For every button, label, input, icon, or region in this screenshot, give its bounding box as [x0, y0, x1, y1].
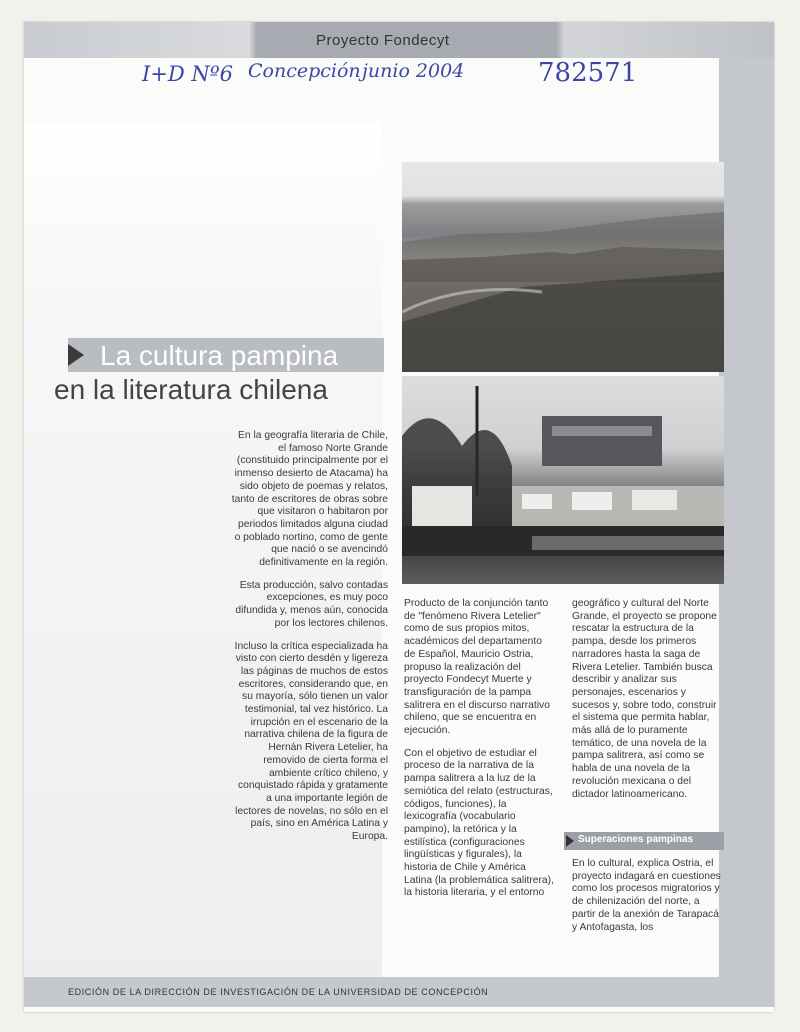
pampa-town-photo — [402, 376, 724, 584]
right-margin-band — [719, 58, 774, 998]
paragraph: Con el objetivo de estudiar el proceso de la narrativa de la pampa salitrera a la luz de la semiótica del relato (estructuras, códigos, funciones), la lexicografía (vocabulario pampino), la retórica y la estilística (configuraciones lingüísticas y figurales), la historia de Chile y América Latina (la problemática salitrera), la historia literaria, y el entorno — [404, 747, 554, 899]
paragraph: Esta producción, salvo contadas excepciones, es muy poco difundida y, menos aún, conocida por los lectores chilenos. — [235, 579, 388, 629]
paragraph: Producto de la conjunción tanto de "fenómeno Rivera Letelier" como de sus propios mitos, académicos del departamento de Español, Mauricio Ostria, propuso la realización del proyecto Fondecyt Muerte y transfiguración de la pampa salitrera en el discurso narrativo chileno, que se encuentra en ejecución. — [404, 598, 550, 737]
footer-text: EDICIÓN DE LA DIRECCIÓN DE INVESTIGACIÓN DE LA UNIVERSIDAD DE CONCEPCIÓN — [68, 987, 489, 997]
handwritten-date: junio 2004 — [362, 60, 465, 82]
subheading: Superaciones pampinas — [578, 834, 694, 845]
landscape-photo-graphic — [402, 162, 724, 372]
handwritten-place: Concepción — [248, 60, 361, 82]
landscape-photo — [402, 162, 724, 372]
article-column-1 — [230, 430, 388, 854]
newspaper-clipping — [24, 22, 774, 1012]
article-column-2 — [404, 598, 554, 910]
handwritten-source: I+D Nº6 — [142, 62, 234, 86]
handwritten-number: 782571 — [538, 58, 638, 88]
paragraph: En lo cultural, explica Ostria, el proyecto indagará en cuestiones como los procesos migratorios y de chilenización del norte, a partir de la anexión de Tarapacá y Antofagasta, los — [572, 858, 721, 933]
paragraph: Incluso la crítica especializada ha visto con cierto desdén y ligereza las páginas de muchos de estos escritores, considerando que, en su mayoría, sólo tienen un valor testimonial, tal vez histórico. La irrupción en el escenario de la narrativa chilena de la figura de Hernán Rivera Letelier, ha removido de cierta forma el ambiente crítico chileno, y conquistado rápida y gratamente a una importante legión de lectores de novelas, no sólo en el país, sino en América Latina y Europa. — [234, 640, 388, 843]
paragraph: En la geografía literaria de Chile, el famoso Norte Grande (constituido principalmente por el inmenso desierto de Atacama) ha sido objeto de poemas y relatos, tanto de escritores de obras sobre que visitaron o habitaron por periodos limitados alguna ciudad o poblado nortino, como de gente que nació o se avencindó definitivamente en la región. — [231, 430, 388, 569]
article-title-line2: en la literatura chilena — [54, 374, 328, 405]
article-title-line1: La cultura pampina — [100, 340, 339, 371]
article-column-3-continued — [572, 858, 722, 944]
title-arrow-icon — [68, 344, 84, 366]
header-title: Proyecto Fondecyt — [316, 32, 450, 49]
paragraph: geográfico y cultural del Norte Grande, el proyecto se propone rescatar la estructura de la pampa, desde los primeros narradores hasta la saga de Rivera Letelier. También busca describir y analizar sus personajes, escenarios y sucesos y, sobre todo, construir el sistema que permita hablar, más allá de lo puramente temático, de una novela de la pampa salitrera, así como se habla de una novela de la revolución mexicana o del dictador latinoamericano. — [572, 598, 717, 800]
subheading-arrow-icon — [566, 835, 574, 847]
article-column-3 — [572, 598, 722, 811]
pampa-town-photo-graphic — [402, 376, 724, 584]
